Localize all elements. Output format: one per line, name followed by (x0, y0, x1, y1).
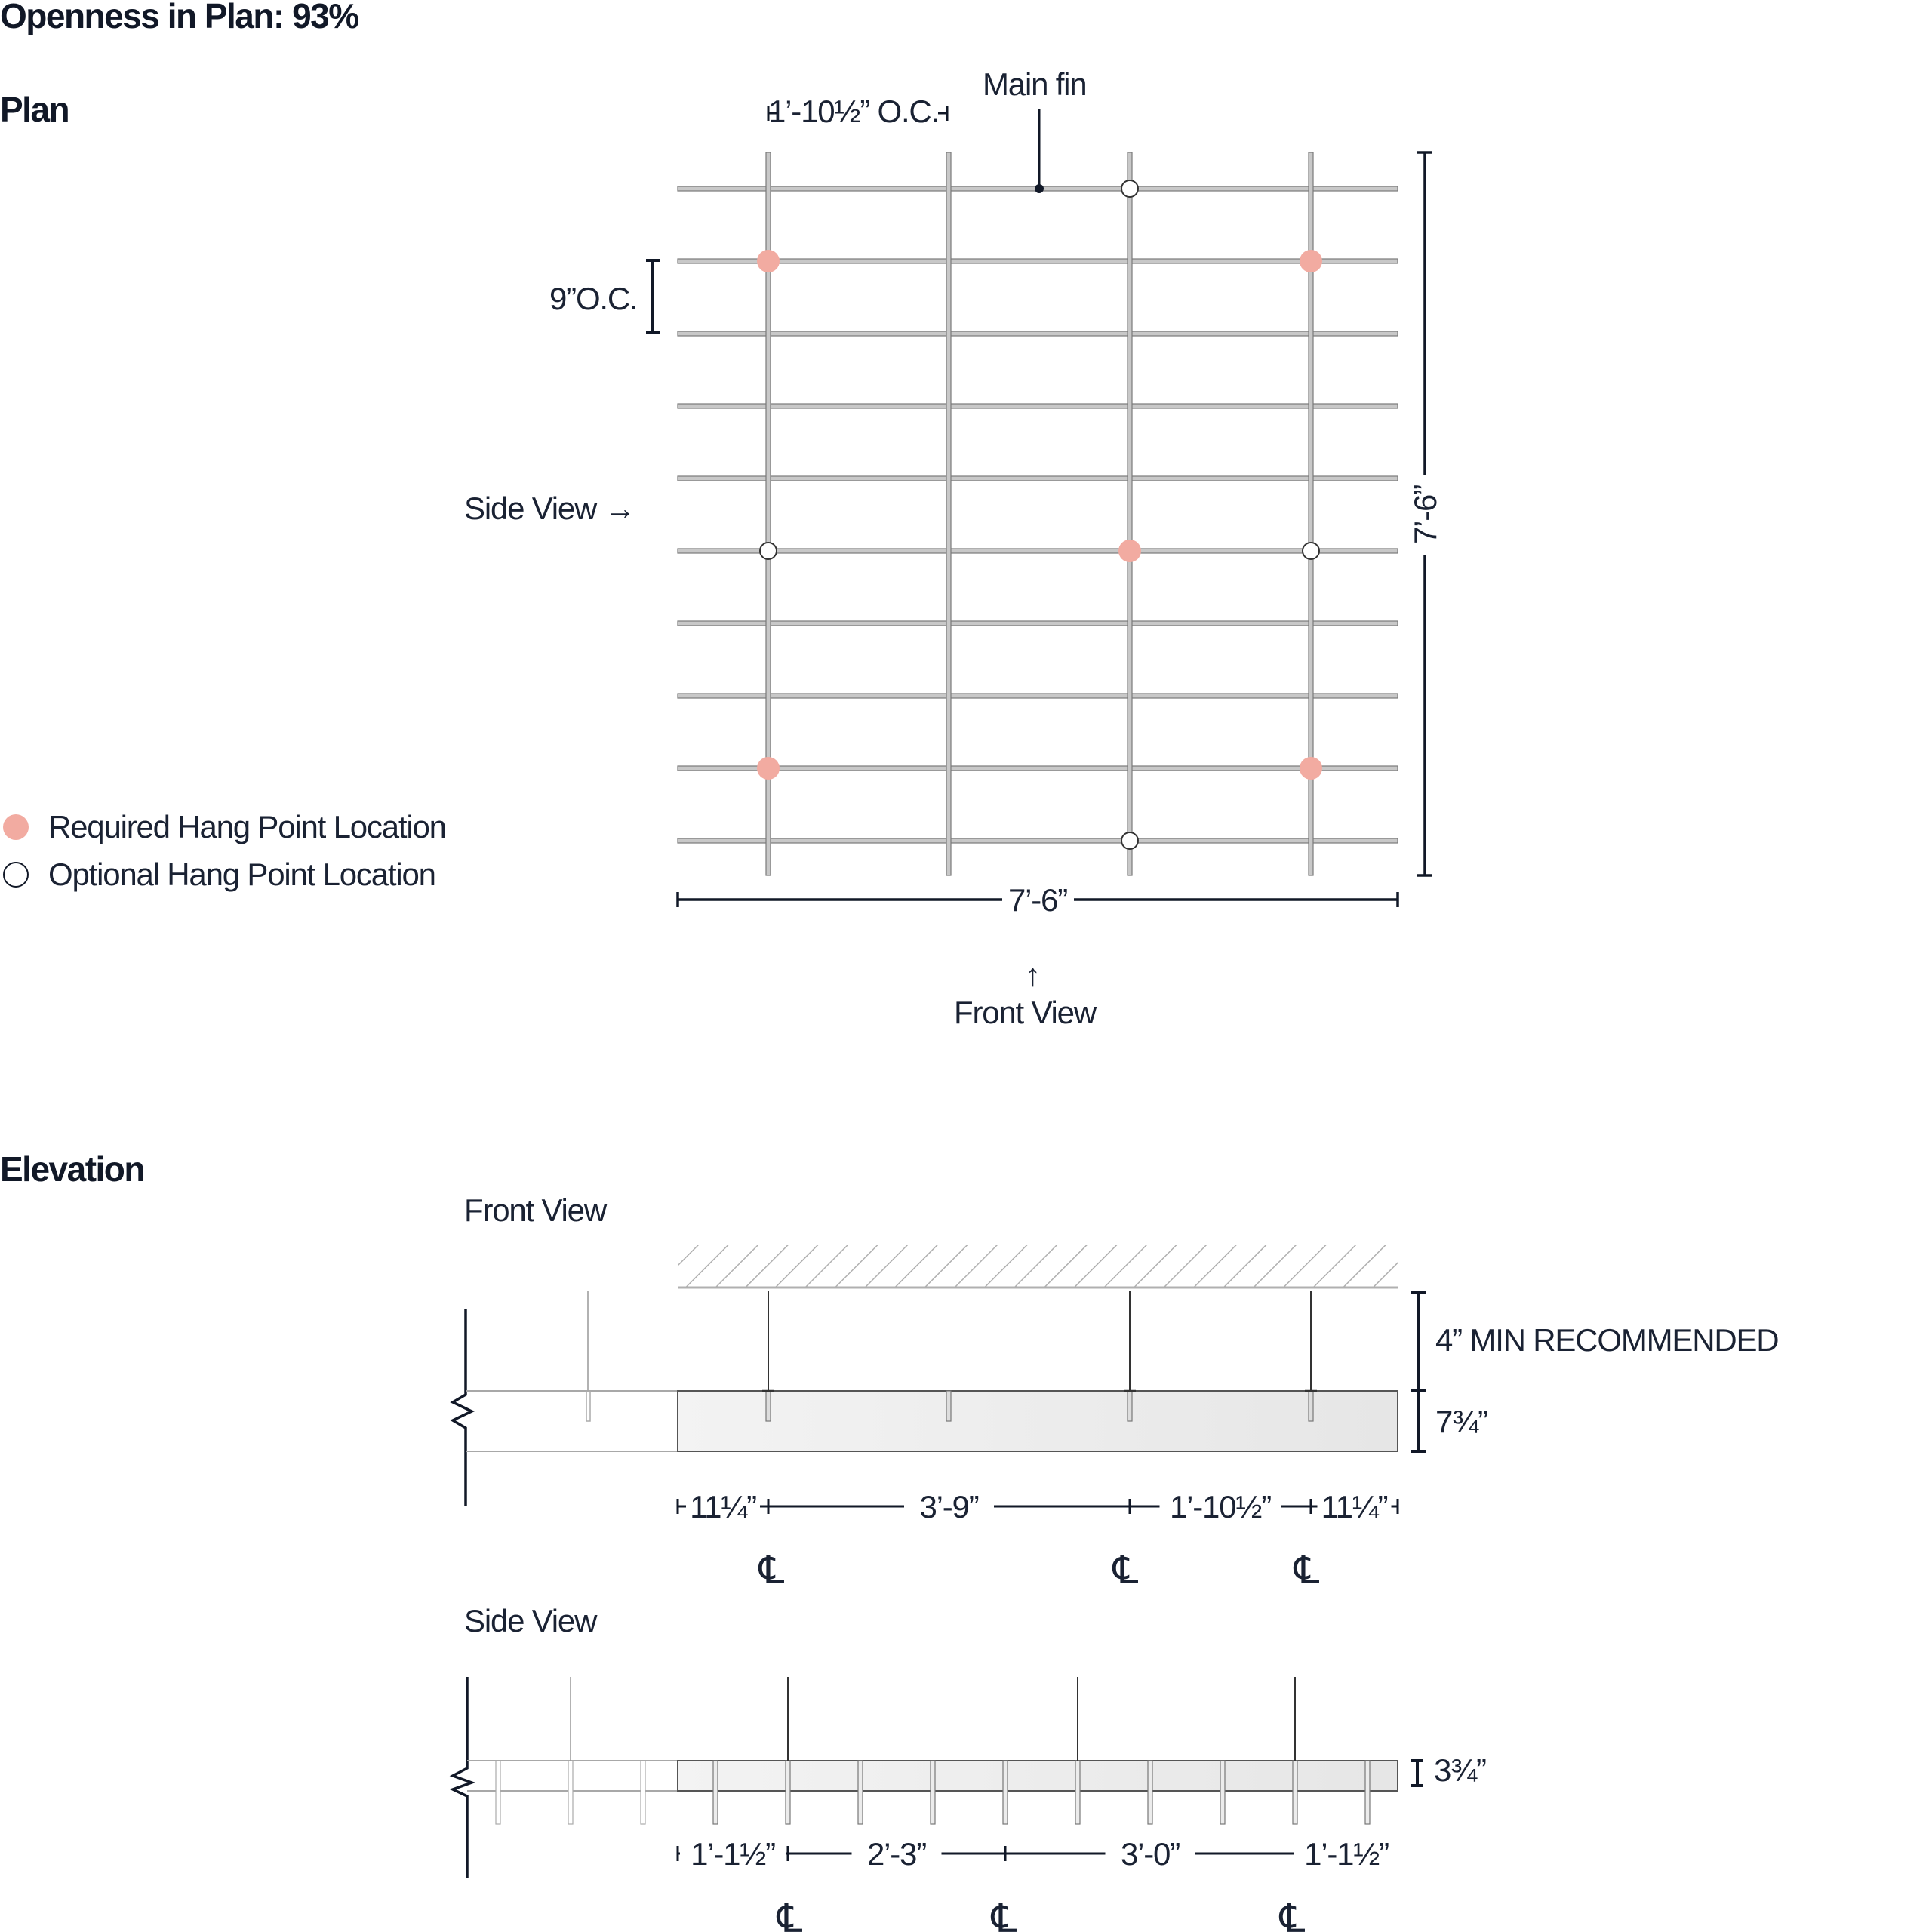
main-fin-spacing-dim (768, 106, 947, 121)
cross-fin (678, 621, 1398, 626)
side-height-dim-label: 3¾” (1434, 1752, 1486, 1788)
side-fin (1220, 1761, 1225, 1824)
cross-fin (678, 549, 1398, 553)
optional-hang-point (760, 543, 777, 559)
side-view-pointer-label: Side View → (464, 491, 635, 526)
optional-hang-point (1121, 832, 1138, 849)
cross-fin (678, 404, 1398, 408)
main-fin (946, 152, 951, 875)
centerline-icon: ℄ (758, 1549, 784, 1592)
main-fin (1128, 152, 1132, 875)
legend-optional-label: Optional Hang Point Location (48, 857, 435, 892)
side-fin (858, 1761, 863, 1824)
cross-fin (678, 694, 1398, 698)
side-fin (1075, 1761, 1080, 1824)
dimension-label: 3’-0” (1120, 1836, 1180, 1872)
side-fin (1365, 1761, 1370, 1824)
dimension-label: 2’-3” (866, 1836, 927, 1872)
optional-hang-point (1303, 543, 1319, 559)
side-fin (568, 1761, 573, 1824)
dimension-label: 1’-1½” (1304, 1836, 1389, 1872)
main-fin-label: Main fin (983, 66, 1087, 102)
side-view-title: Side View (464, 1603, 597, 1638)
front-break-line-icon (453, 1309, 472, 1506)
required-hang-point (757, 757, 780, 780)
side-fin (1148, 1761, 1152, 1824)
required-hang-point (757, 250, 780, 272)
plan-grid (678, 152, 1398, 875)
plan-depth-dim-label: 7’-6” (1407, 485, 1443, 545)
side-fin (713, 1761, 718, 1824)
dimension-label: 3’-9” (919, 1489, 979, 1524)
dimension-label: 1’-10½” (1169, 1489, 1272, 1524)
dimension-label: 1’-1½” (691, 1836, 775, 1872)
front-view-title: Front View (464, 1192, 606, 1228)
centerline-icon: ℄ (991, 1897, 1017, 1932)
cross-fin-spacing-label: 9”O.C. (549, 281, 638, 316)
front-dimension-line (678, 1489, 1398, 1592)
plan-width-dim-label: 7’-6” (1008, 882, 1068, 918)
front-fin (766, 1391, 771, 1421)
plan-heading: Plan (0, 90, 69, 129)
required-hang-point (1300, 250, 1322, 272)
cross-fin (678, 331, 1398, 336)
cross-fin-spacing-dim (646, 260, 660, 332)
side-fin (1293, 1761, 1297, 1824)
centerline-icon: ℄ (1112, 1549, 1138, 1592)
centerline-icon: ℄ (1279, 1897, 1305, 1932)
clearance-dim-label: 4” MIN RECOMMENDED (1435, 1322, 1779, 1358)
side-fin (641, 1761, 645, 1824)
main-fin-spacing-label: 1’-10½” O.C. (768, 94, 940, 129)
optional-hang-point (1121, 180, 1138, 197)
front-height-dim-label: 7¾” (1435, 1404, 1487, 1439)
front-height-dims (1411, 1292, 1426, 1451)
side-fin (931, 1761, 935, 1824)
ceiling-hatch (678, 1245, 1398, 1287)
legend-required-label: Required Hang Point Location (48, 809, 446, 844)
side-fin (496, 1761, 500, 1824)
ghost-fin (586, 1391, 590, 1421)
front-panel (678, 1391, 1398, 1451)
front-fin (1128, 1391, 1132, 1421)
front-fin (946, 1391, 951, 1421)
side-fin (1003, 1761, 1008, 1824)
openness-title: Openness in Plan: 93% (0, 0, 358, 35)
front-view-pointer-label: Front View (954, 995, 1096, 1030)
dimension-label: 11¼” (690, 1489, 756, 1524)
cross-fin (678, 476, 1398, 481)
required-hang-point (1300, 757, 1322, 780)
side-break-line-icon (453, 1677, 472, 1878)
side-height-dim (1411, 1761, 1423, 1786)
main-fin-leader (1035, 109, 1044, 193)
side-fin (786, 1761, 790, 1824)
centerline-icon: ℄ (1294, 1549, 1319, 1592)
cross-fin (678, 259, 1398, 263)
front-view-arrow-icon: ↑ (1025, 957, 1040, 992)
front-fin (1309, 1391, 1313, 1421)
centerline-icon: ℄ (777, 1897, 802, 1932)
dimension-label: 11¼” (1321, 1489, 1388, 1524)
elevation-heading: Elevation (0, 1149, 145, 1189)
required-hang-point (1118, 540, 1141, 562)
cross-fin (678, 838, 1398, 843)
side-dimension-line (678, 1836, 1399, 1932)
side-fins (496, 1677, 1370, 1824)
cross-fin (678, 766, 1398, 771)
